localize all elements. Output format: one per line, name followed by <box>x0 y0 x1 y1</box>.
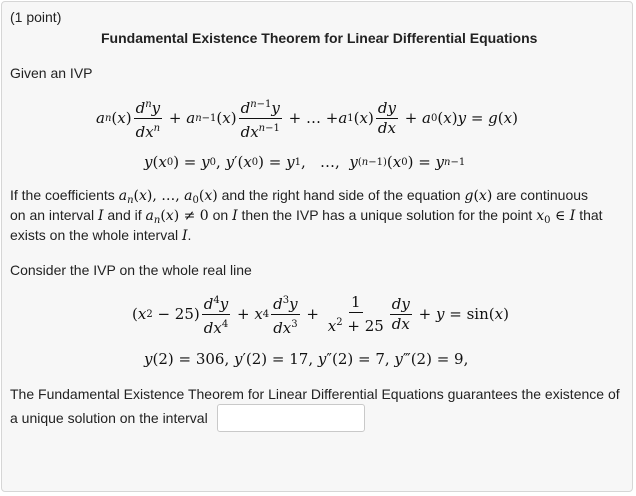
general-initial-conditions: y ( x 0 ) = y 0 , y ′( x 0 ) = y 1 , …, y (n−1) ( x 0 ) = y n−1 <box>144 153 466 171</box>
given-text: Given an IVP <box>10 65 93 81</box>
interval-answer-input[interactable] <box>217 404 365 432</box>
conclusion-line-2: a unique solution on the interval <box>10 410 208 426</box>
conclusion-line-1: The Fundamental Existence Theorem for Linear Differential Equations guarantees the existence of <box>10 386 620 402</box>
theorem-line-2: on an interval I and if $a_n(x) \ne 0$ on I then the IVP has a unique solution for the point $x_0$ ∈ I that <box>10 207 603 226</box>
specific-ode-equation: ( x 2 − 25) $\frac{d^4y}{dx^4}$ + x 4 $\frac{d^3y}{dx^3}$ + $\frac{1}{x^2 + 25}$ $\frac{dy}{dx}$ + y = sin( x ) <box>132 292 509 337</box>
theorem-line-1: If the coefficients $a_n(x)$, …, $a_0(x)$ and the right hand side of the equation g(x) are continuous <box>10 187 589 206</box>
points-label: (1 point) <box>10 9 62 25</box>
specific-initial-conditions: y (2) = 306, y ′(2) = 17, y ″(2) = 7, y ‴(2) = 9, <box>144 350 469 368</box>
consider-text: Consider the IVP on the whole real line <box>10 262 252 278</box>
theorem-line-3: exists on the whole interval I. <box>10 227 192 244</box>
problem-title: Fundamental Existence Theorem for Linear Differential Equations <box>101 30 538 46</box>
general-ode-equation: a n ( x ) $\frac{d^ny}{dx^n}$ + a n−1 ( x ) $\frac{d^{n-1}y}{dx^{n-1}}$ + … + a 1 ( x ) $\frac{dy}{dx}$ + a 0 ( x ) y = g ( x ) <box>96 96 518 140</box>
